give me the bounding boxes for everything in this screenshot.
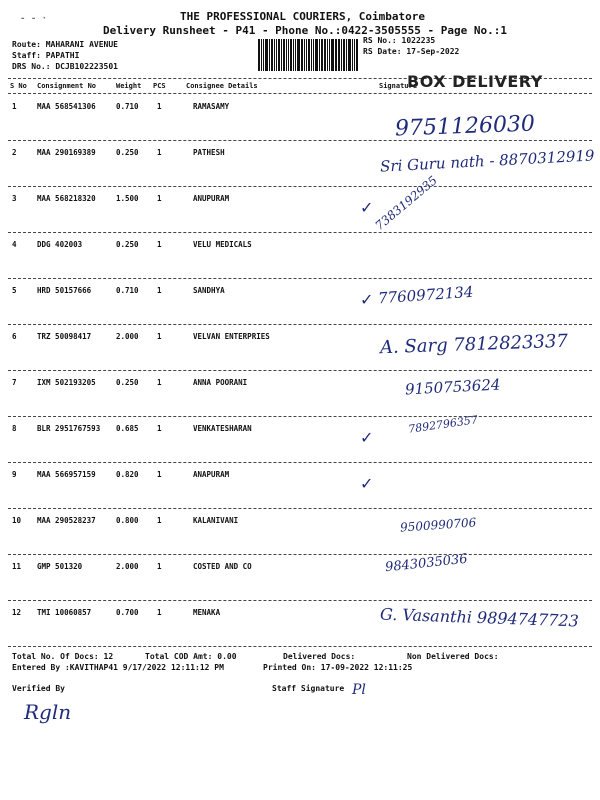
row-separator: [8, 462, 592, 463]
barcode-bar: [304, 39, 305, 71]
row-pcs: 1: [157, 332, 162, 341]
barcode-bar: [356, 39, 358, 71]
barcode-bar: [269, 39, 270, 71]
row-consignment-no: IXM 502193205: [37, 378, 96, 387]
row-consignment-no: MAA 566957159: [37, 470, 96, 479]
barcode-bar: [331, 39, 334, 71]
row-pcs: 1: [157, 286, 162, 295]
row-pcs: 1: [157, 148, 162, 157]
barcode-bar: [295, 39, 296, 71]
row-sno: 5: [12, 286, 17, 295]
non-delivered-docs: Non Delivered Docs:: [407, 652, 499, 661]
row-sno: 12: [12, 608, 22, 617]
check-mark-icon: ✓: [360, 290, 374, 309]
barcode-bar: [265, 39, 268, 71]
row-consignee: RAMASAMY: [193, 102, 230, 111]
entered-by: Entered By :KAVITHAP41 9/17/2022 12:11:12 PM: [12, 663, 224, 672]
row-consignment-no: GMP 501320: [37, 562, 83, 571]
row-consignment-no: BLR 2951767593: [37, 424, 101, 433]
check-mark-icon: ✓: [360, 198, 374, 217]
row-weight: 0.685: [116, 424, 139, 433]
barcode-bar: [290, 39, 292, 71]
barcode-bar: [297, 39, 300, 71]
recipient-signature: Sri Guru nath - 8870312919: [379, 146, 595, 176]
verified-by-signature: Rgln: [24, 700, 72, 724]
barcode-bar: [313, 39, 314, 71]
row-pcs: 1: [157, 194, 162, 203]
barcode-bar: [354, 39, 355, 71]
row-separator: [8, 324, 592, 325]
row-separator: [8, 416, 592, 417]
row-consignee: MENAKA: [193, 608, 221, 617]
row-consignee: PATHESH: [193, 148, 225, 157]
row-consignment-no: HRD 50157666: [37, 286, 92, 295]
total-cod: Total COD Amt: 0.00: [145, 652, 237, 661]
barcode-bar: [274, 39, 275, 71]
row-separator: [8, 278, 592, 279]
barcode-bar: [329, 39, 330, 71]
barcode-bar: [348, 39, 351, 71]
barcode-bar: [261, 39, 262, 71]
row-consignment-no: MAA 290528237: [37, 516, 96, 525]
col-header-weight: Weight: [116, 82, 142, 90]
row-pcs: 1: [157, 240, 162, 249]
box-delivery-stamp: BOX DELIVERY: [407, 72, 543, 91]
row-separator: [8, 646, 592, 647]
row-sno: 7: [12, 378, 17, 387]
rs-number: RS No.: 1022235: [363, 36, 436, 45]
row-separator: [8, 140, 592, 141]
row-consignment-no: DDG 402003: [37, 240, 83, 249]
barcode-bar: [271, 39, 273, 71]
row-sno: 11: [12, 562, 22, 571]
recipient-signature: 9150753624: [404, 375, 501, 399]
barcode-bar: [301, 39, 303, 71]
row-sno: 2: [12, 148, 17, 157]
col-header-signature: Signature: [379, 82, 417, 90]
row-weight: 0.800: [116, 516, 139, 525]
col-header-consignee: Consignee Details: [186, 82, 258, 90]
corner-mark: - - ·: [20, 14, 48, 24]
barcode-bar: [338, 39, 340, 71]
row-weight: 0.250: [116, 378, 139, 387]
barcode: [258, 39, 358, 71]
row-consignee: ANUPURAM: [193, 194, 230, 203]
row-consignee: ANNA POORANI: [193, 378, 248, 387]
row-separator: [8, 600, 592, 601]
row-consignee: ANAPURAM: [193, 470, 230, 479]
row-sno: 10: [12, 516, 22, 525]
row-sno: 8: [12, 424, 17, 433]
row-weight: 2.000: [116, 332, 139, 341]
barcode-bar: [276, 39, 277, 71]
barcode-bar: [324, 39, 326, 71]
col-header-pcs: PCS: [153, 82, 166, 90]
drs-number: DRS No.: DCJB102223501: [12, 62, 118, 71]
barcode-bar: [336, 39, 337, 71]
row-separator: [8, 554, 592, 555]
row-sno: 1: [12, 102, 17, 111]
barcode-bar: [343, 39, 345, 71]
row-pcs: 1: [157, 608, 162, 617]
check-mark-icon: ✓: [360, 428, 374, 447]
barcode-bar: [258, 39, 260, 71]
row-consignee: VELU MEDICALS: [193, 240, 252, 249]
row-pcs: 1: [157, 516, 162, 525]
barcode-bar: [263, 39, 264, 71]
recipient-signature: 7760972134: [377, 282, 474, 308]
row-consignment-no: MAA 290169389: [37, 148, 96, 157]
verified-by-label: Verified By: [12, 684, 65, 693]
row-consignment-no: MAA 568541306: [37, 102, 96, 111]
row-consignee: COSTED AND CO: [193, 562, 252, 571]
barcode-bar: [283, 39, 286, 71]
col-header-consignment: Consignment No: [37, 82, 97, 90]
barcode-bar: [341, 39, 342, 71]
row-pcs: 1: [157, 424, 162, 433]
row-consignment-no: MAA 568218320: [37, 194, 96, 203]
row-consignee: VENKATESHARAN: [193, 424, 252, 433]
recipient-signature: 7383192935: [372, 173, 440, 233]
recipient-signature: G. Vasanthi 9894747723: [379, 604, 580, 631]
check-mark-icon: ✓: [360, 474, 374, 493]
barcode-bar: [281, 39, 282, 71]
row-weight: 2.000: [116, 562, 139, 571]
row-sno: 6: [12, 332, 17, 341]
barcode-bar: [293, 39, 294, 71]
row-consignment-no: TRZ 50098417: [37, 332, 92, 341]
recipient-signature: 7892796357: [407, 413, 479, 436]
row-separator: [8, 186, 592, 187]
barcode-bar: [311, 39, 312, 71]
row-weight: 0.710: [116, 102, 139, 111]
row-weight: 0.710: [116, 286, 139, 295]
col-header-sno: S No: [10, 82, 27, 90]
row-consignee: SANDHYA: [193, 286, 225, 295]
recipient-signature: 9843035036: [384, 551, 469, 576]
barcode-bar: [327, 39, 328, 71]
row-weight: 0.250: [116, 148, 139, 157]
barcode-bar: [352, 39, 353, 71]
barcode-bar: [286, 39, 287, 71]
barcode-bar: [335, 39, 336, 71]
row-weight: 1.500: [116, 194, 139, 203]
row-pcs: 1: [157, 102, 162, 111]
row-pcs: 1: [157, 562, 162, 571]
route-label: Route: MAHARANI AVENUE: [12, 40, 118, 49]
row-sno: 9: [12, 470, 17, 479]
recipient-signature: 9751126030: [394, 111, 536, 142]
row-pcs: 1: [157, 378, 162, 387]
barcode-bar: [319, 39, 320, 71]
total-docs: Total No. Of Docs: 12: [12, 652, 114, 661]
barcode-bar: [321, 39, 323, 71]
row-separator: [8, 508, 592, 509]
row-sno: 4: [12, 240, 17, 249]
barcode-bar: [278, 39, 280, 71]
barcode-bar: [346, 39, 347, 71]
printed-on: Printed On: 17-09-2022 12:11:25: [263, 663, 413, 672]
rs-date: RS Date: 17-Sep-2022: [363, 47, 460, 56]
recipient-signature: A. Sarg 7812823337: [379, 330, 569, 359]
row-separator: [8, 370, 592, 371]
delivered-docs: Delivered Docs:: [283, 652, 356, 661]
row-consignee: VELVAN ENTERPRIES: [193, 332, 270, 341]
staff-label: Staff: PAPATHI: [12, 51, 80, 60]
company-title: THE PROFESSIONAL COURIERS, Coimbatore: [180, 10, 426, 23]
row-separator: [8, 232, 592, 233]
row-sno: 3: [12, 194, 17, 203]
header-rule-bottom: [8, 93, 592, 94]
row-weight: 0.820: [116, 470, 139, 479]
barcode-bar: [308, 39, 310, 71]
row-weight: 0.250: [116, 240, 139, 249]
row-weight: 0.700: [116, 608, 139, 617]
staff-signature-label: Staff Signature: [272, 684, 345, 693]
barcode-bar: [288, 39, 289, 71]
row-consignee: KALANIVANI: [193, 516, 239, 525]
recipient-signature: 9500990706: [399, 515, 477, 535]
row-consignment-no: TMI 10060857: [37, 608, 92, 617]
row-pcs: 1: [157, 470, 162, 479]
barcode-bar: [315, 39, 318, 71]
runsheet-subtitle: Delivery Runsheet - P41 - Phone No.:0422-3505555 - Page No.:1: [103, 24, 507, 37]
barcode-bar: [306, 39, 307, 71]
staff-signature: Pl: [352, 682, 366, 698]
